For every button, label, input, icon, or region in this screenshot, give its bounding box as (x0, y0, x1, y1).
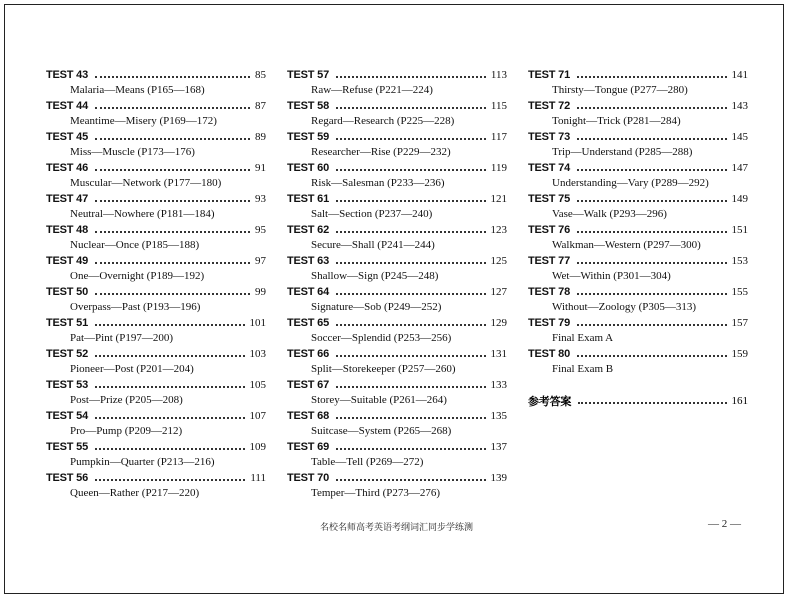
test-label: TEST 78 (528, 286, 571, 298)
dot-leader (336, 138, 486, 140)
dot-leader (578, 402, 726, 404)
dot-leader (95, 76, 250, 78)
test-label: TEST 68 (287, 410, 330, 422)
toc-entry[interactable] (287, 99, 507, 130)
toc-entry[interactable] (46, 254, 266, 285)
page-number: 99 (255, 286, 266, 298)
test-label: TEST 58 (287, 100, 330, 112)
dot-leader (95, 324, 244, 326)
toc-entry-heading (528, 99, 748, 113)
toc-entry[interactable] (46, 223, 266, 254)
test-label: TEST 75 (528, 193, 571, 205)
answer-key-entry[interactable] (528, 394, 748, 408)
toc-entry-heading (46, 68, 266, 82)
toc-entry[interactable] (528, 130, 748, 161)
toc-entry-heading (46, 254, 266, 268)
test-label: TEST 44 (46, 100, 89, 112)
toc-entry-heading (528, 254, 748, 268)
test-label: TEST 45 (46, 131, 89, 143)
page-number: 137 (490, 441, 507, 453)
word-range: Storey—Suitable (P261—264) (311, 394, 447, 406)
toc-entry-heading (46, 316, 266, 330)
page-number: 143 (731, 100, 748, 112)
page-number: 109 (249, 441, 266, 453)
page-number: 135 (490, 410, 507, 422)
toc-entry-heading (287, 316, 507, 330)
page-number: 95 (255, 224, 266, 236)
word-range: Overpass—Past (P193—196) (70, 301, 201, 313)
word-range: Table—Tell (P269—272) (311, 456, 424, 468)
toc-entry-heading (46, 192, 266, 206)
answer-key-page: 161 (731, 395, 748, 407)
toc-entry-heading (46, 161, 266, 175)
word-range: Tonight—Trick (P281—284) (552, 115, 681, 127)
dot-leader (577, 355, 726, 357)
toc-entry-heading (46, 378, 266, 392)
word-range: Pat—Pint (P197—200) (70, 332, 173, 344)
toc-entry[interactable] (528, 223, 748, 254)
page-number: 125 (490, 255, 507, 267)
toc-entry-heading (46, 347, 266, 361)
dot-leader (336, 355, 485, 357)
test-label: TEST 66 (287, 348, 330, 360)
page-number: 85 (255, 69, 266, 81)
toc-column-1 (46, 68, 266, 502)
dot-leader (336, 293, 485, 295)
test-label: TEST 56 (46, 472, 89, 484)
word-range: One—Overnight (P189—192) (70, 270, 205, 282)
test-label: TEST 79 (528, 317, 571, 329)
page-number: 87 (255, 100, 266, 112)
toc-entry[interactable] (46, 161, 266, 192)
test-label: TEST 52 (46, 348, 89, 360)
dot-leader (336, 107, 486, 109)
toc-entry[interactable] (287, 161, 507, 192)
page-number: 105 (249, 379, 266, 391)
page-number: 91 (255, 162, 266, 174)
test-label: TEST 60 (287, 162, 330, 174)
dot-leader (95, 169, 250, 171)
toc-entry-heading (528, 316, 748, 330)
page-number: 131 (490, 348, 507, 360)
test-label: TEST 62 (287, 224, 330, 236)
test-label: TEST 51 (46, 317, 89, 329)
test-label: TEST 61 (287, 193, 330, 205)
test-label: TEST 80 (528, 348, 571, 360)
toc-entry-heading (528, 130, 748, 144)
toc-entry[interactable] (287, 316, 507, 347)
word-range: Vase—Walk (P293—296) (552, 208, 667, 220)
dot-leader (95, 355, 244, 357)
page-number: 119 (490, 162, 507, 174)
toc-entry[interactable] (46, 440, 266, 471)
page-number: 97 (255, 255, 266, 267)
toc-entry-heading (287, 285, 507, 299)
page-number: 89 (255, 131, 266, 143)
dot-leader (95, 386, 244, 388)
toc-entry-heading (287, 440, 507, 454)
word-range: Shallow—Sign (P245—248) (311, 270, 439, 282)
dot-leader (577, 262, 726, 264)
page-number: 147 (731, 162, 748, 174)
page-number: 121 (490, 193, 507, 205)
word-range: Final Exam A (552, 332, 614, 344)
word-range: Malaria—Means (P165—168) (70, 84, 205, 96)
word-range: Pumpkin—Quarter (P213—216) (70, 456, 215, 468)
toc-entry-heading (287, 378, 507, 392)
test-label: TEST 70 (287, 472, 330, 484)
toc-entry[interactable] (287, 440, 507, 471)
test-label: TEST 53 (46, 379, 89, 391)
test-label: TEST 49 (46, 255, 89, 267)
toc-entry-heading (528, 192, 748, 206)
toc-column-2 (287, 68, 507, 502)
page-number: 117 (490, 131, 507, 143)
toc-entry-heading (287, 68, 507, 82)
toc-entry[interactable] (287, 130, 507, 161)
page-number: 139 (490, 472, 507, 484)
toc-entry[interactable] (46, 99, 266, 130)
dot-leader (336, 324, 485, 326)
dot-leader (577, 200, 726, 202)
word-range: Neutral—Nowhere (P181—184) (70, 208, 215, 220)
toc-entry[interactable] (528, 316, 748, 347)
dot-leader (336, 200, 485, 202)
toc-entry[interactable] (287, 471, 507, 502)
dot-leader (336, 231, 485, 233)
page-number: 123 (490, 224, 507, 236)
toc-entry[interactable] (46, 471, 266, 502)
footer-book-title: 名校名师高考英语考纲词汇同步学练测 (320, 523, 474, 533)
test-label: TEST 64 (287, 286, 330, 298)
dot-leader (577, 169, 726, 171)
page-number: 155 (731, 286, 748, 298)
word-range: Trip—Understand (P285—288) (552, 146, 693, 158)
word-range: Pro—Pump (P209—212) (70, 425, 183, 437)
test-label: TEST 72 (528, 100, 571, 112)
toc-entry-heading (287, 347, 507, 361)
word-range: Post—Prize (P205—208) (70, 394, 183, 406)
toc-entry[interactable] (287, 223, 507, 254)
toc-entry-heading (46, 285, 266, 299)
dot-leader (336, 169, 486, 171)
test-label: TEST 46 (46, 162, 89, 174)
toc-entry-heading (46, 440, 266, 454)
page-number: 149 (731, 193, 748, 205)
word-range: Signature—Sob (P249—252) (311, 301, 442, 313)
toc-entry-heading (287, 99, 507, 113)
word-range: Queen—Rather (P217—220) (70, 487, 200, 499)
dot-leader (336, 448, 485, 450)
word-range: Wet—Within (P301—304) (552, 270, 671, 282)
word-range: Muscular—Network (P177—180) (70, 177, 222, 189)
toc-entry[interactable] (287, 409, 507, 440)
toc-entry-heading (287, 223, 507, 237)
dot-leader (577, 107, 726, 109)
page-number: 157 (731, 317, 748, 329)
dot-leader (336, 262, 485, 264)
dot-leader (95, 107, 250, 109)
dot-leader (95, 231, 250, 233)
toc-entry[interactable] (528, 254, 748, 285)
toc-entry-heading (287, 161, 507, 175)
toc-entry-heading (287, 409, 507, 423)
footer-page-number: — 2 — (708, 518, 741, 530)
dot-leader (95, 138, 250, 140)
toc-entry-heading (287, 471, 507, 485)
toc-entry-heading (46, 409, 266, 423)
toc-entry[interactable] (528, 347, 748, 378)
test-label: TEST 43 (46, 69, 89, 81)
word-range: Researcher—Rise (P229—232) (311, 146, 451, 158)
page-number: 145 (731, 131, 748, 143)
toc-entry-heading (287, 130, 507, 144)
toc-entry[interactable] (46, 316, 266, 347)
page-number: 101 (249, 317, 266, 329)
dot-leader (577, 138, 726, 140)
toc-entry[interactable] (287, 254, 507, 285)
toc-entry[interactable] (528, 99, 748, 130)
test-label: TEST 76 (528, 224, 571, 236)
dot-leader (336, 417, 485, 419)
word-range: Suitcase—System (P265—268) (311, 425, 452, 437)
word-range: Miss—Muscle (P173—176) (70, 146, 195, 158)
test-label: TEST 67 (287, 379, 330, 391)
toc-entry-heading (528, 285, 748, 299)
toc-entry[interactable] (287, 378, 507, 409)
toc-entry-heading (46, 99, 266, 113)
toc-entry[interactable] (528, 68, 748, 99)
toc-entry-heading (528, 161, 748, 175)
page-number: 141 (731, 69, 748, 81)
page-number: 129 (490, 317, 507, 329)
page-number: 115 (490, 100, 507, 112)
word-range: Thirsty—Tongue (P277—280) (552, 84, 688, 96)
dot-leader (95, 262, 250, 264)
toc-entry[interactable] (46, 378, 266, 409)
test-label: TEST 59 (287, 131, 330, 143)
word-range: Without—Zoology (P305—313) (552, 301, 697, 313)
page-number: 113 (490, 69, 507, 81)
word-range: Walkman—Western (P297—300) (552, 239, 701, 251)
toc-entry-heading (46, 223, 266, 237)
toc-entry[interactable] (287, 347, 507, 378)
dot-leader (95, 200, 250, 202)
toc-entry-heading (528, 223, 748, 237)
test-label: TEST 73 (528, 131, 571, 143)
answer-key-label: 参考答案 (528, 395, 572, 408)
word-range: Nuclear—Once (P185—188) (70, 239, 200, 251)
toc-entry[interactable] (528, 192, 748, 223)
page-number: 93 (255, 193, 266, 205)
word-range: Risk—Salesman (P233—236) (311, 177, 445, 189)
test-label: TEST 69 (287, 441, 330, 453)
page-number: 107 (249, 410, 266, 422)
page-number: 159 (731, 348, 748, 360)
word-range: Meantime—Misery (P169—172) (70, 115, 217, 127)
test-label: TEST 65 (287, 317, 330, 329)
toc-entry-heading (528, 347, 748, 361)
page-number: 111 (250, 472, 266, 484)
dot-leader (95, 417, 244, 419)
test-label: TEST 71 (528, 69, 571, 81)
toc-entry-heading (287, 192, 507, 206)
dot-leader (95, 448, 244, 450)
toc-entry[interactable] (46, 409, 266, 440)
word-range: Soccer—Splendid (P253—256) (311, 332, 452, 344)
dot-leader (336, 386, 485, 388)
toc-entry[interactable] (528, 161, 748, 192)
page-number: 133 (490, 379, 507, 391)
word-range: Secure—Shall (P241—244) (311, 239, 435, 251)
dot-leader (95, 293, 250, 295)
page-number: 151 (731, 224, 748, 236)
dot-leader (577, 324, 726, 326)
dot-leader (95, 479, 245, 481)
toc-entry[interactable] (528, 285, 748, 316)
word-range: Pioneer—Post (P201—204) (70, 363, 194, 375)
toc-entry-heading (46, 130, 266, 144)
test-label: TEST 48 (46, 224, 89, 236)
test-label: TEST 54 (46, 410, 89, 422)
toc-entry[interactable] (46, 347, 266, 378)
word-range: Temper—Third (P273—276) (311, 487, 441, 499)
word-range: Regard—Research (P225—228) (311, 115, 455, 127)
toc-entry-heading (46, 471, 266, 485)
dot-leader (577, 76, 726, 78)
toc-entry-heading (528, 68, 748, 82)
word-range: Salt—Section (P237—240) (311, 208, 433, 220)
test-label: TEST 55 (46, 441, 89, 453)
word-range: Split—Storekeeper (P257—260) (311, 363, 456, 375)
dot-leader (336, 76, 486, 78)
test-label: TEST 77 (528, 255, 571, 267)
toc-entry[interactable] (46, 68, 266, 99)
toc-entry[interactable] (46, 130, 266, 161)
toc-entry[interactable] (46, 192, 266, 223)
page-number: 127 (490, 286, 507, 298)
toc-entry[interactable] (287, 68, 507, 99)
toc-column-3 (528, 68, 748, 378)
test-label: TEST 74 (528, 162, 571, 174)
dot-leader (336, 479, 485, 481)
toc-entry[interactable] (46, 285, 266, 316)
test-label: TEST 50 (46, 286, 89, 298)
toc-entry[interactable] (287, 285, 507, 316)
test-label: TEST 47 (46, 193, 89, 205)
test-label: TEST 63 (287, 255, 330, 267)
toc-entry-heading (287, 254, 507, 268)
dot-leader (577, 231, 726, 233)
page-number: 103 (249, 348, 266, 360)
word-range: Raw—Refuse (P221—224) (311, 84, 433, 96)
word-range: Understanding—Vary (P289—292) (552, 177, 709, 189)
dot-leader (577, 293, 726, 295)
word-range: Final Exam B (552, 363, 614, 375)
toc-entry[interactable] (287, 192, 507, 223)
page-number: 153 (731, 255, 748, 267)
test-label: TEST 57 (287, 69, 330, 81)
